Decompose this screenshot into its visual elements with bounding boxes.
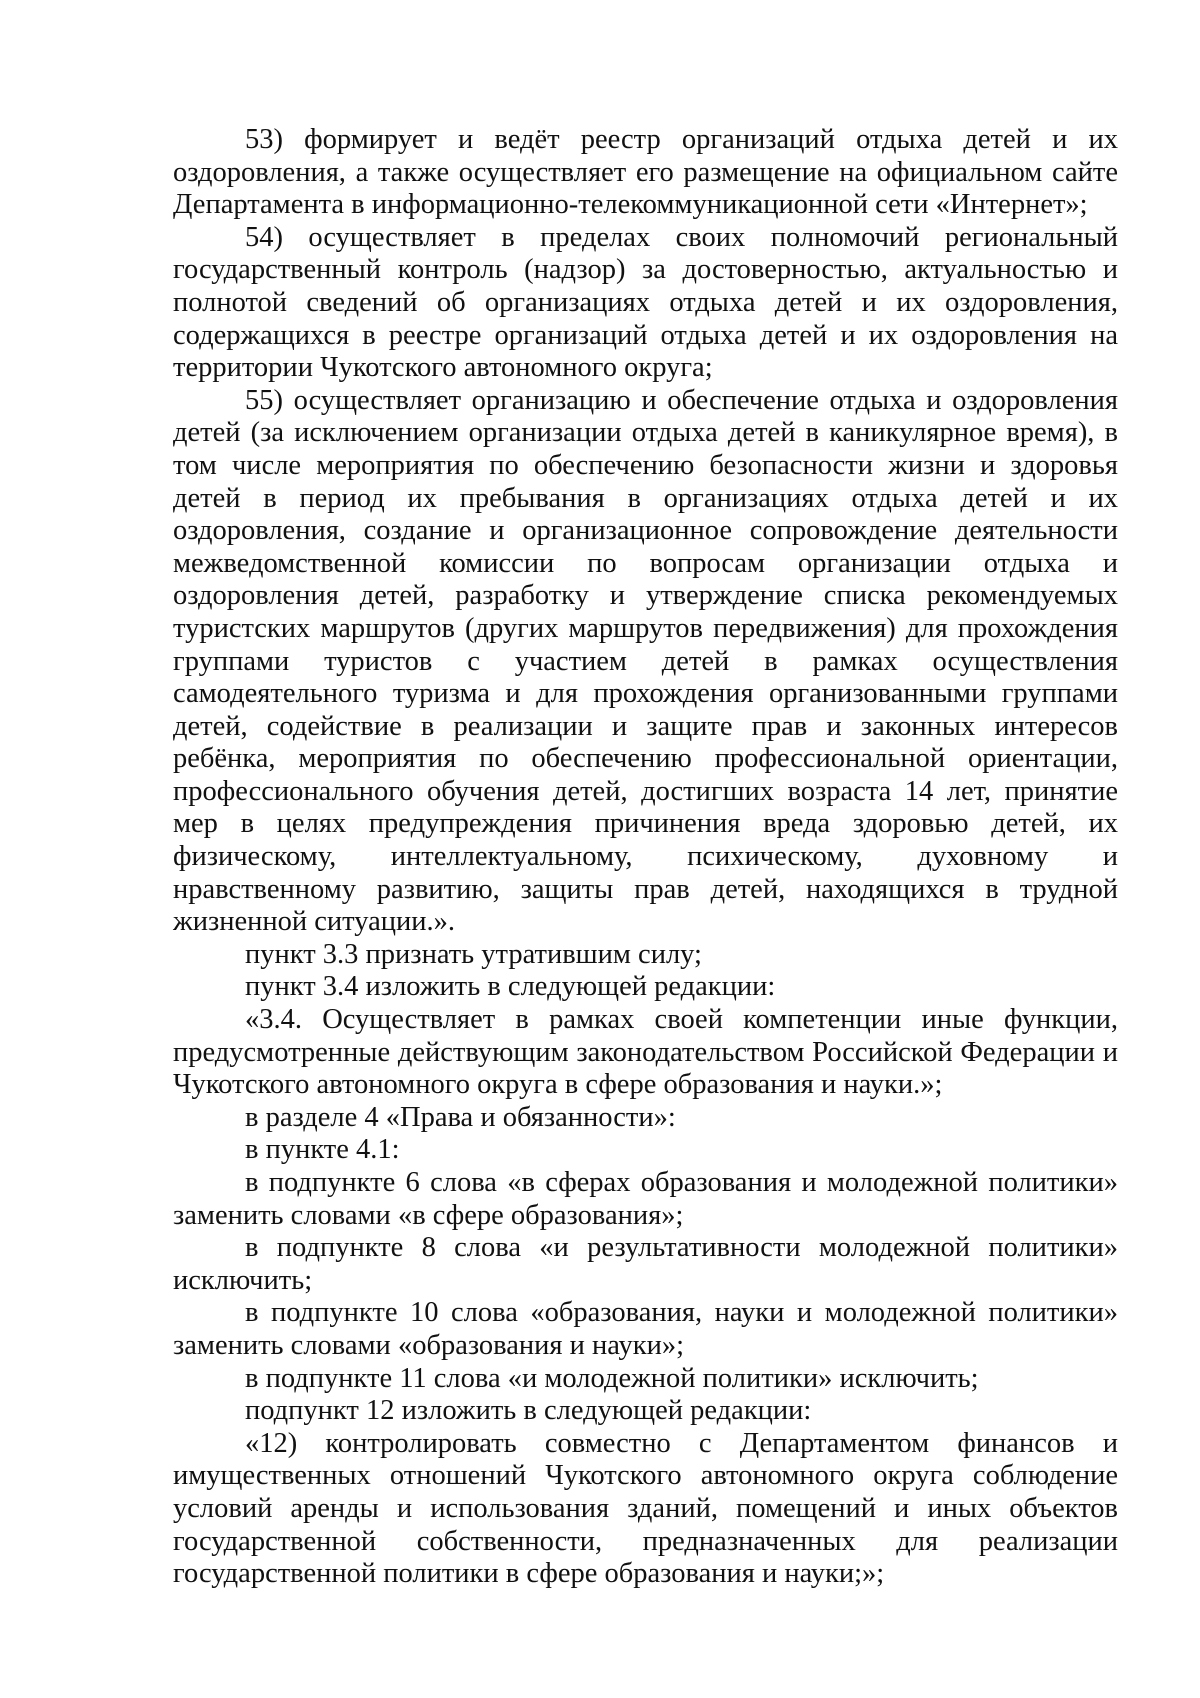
paragraph-subclause-6: в подпункте 6 слова «в сферах образования и молодежной политики» заменить словами «в сфере образования»; bbox=[173, 1167, 1118, 1231]
paragraph-item-53: 53) формирует и ведёт реестр организаций отдыха детей и их оздоровления, а также осуществляет его размещение на официальном сайте Департамента в информационно-телекоммуникационной сети «Интернет»; bbox=[173, 124, 1118, 221]
paragraph-clause-4-1: в пункте 4.1: bbox=[245, 1134, 400, 1166]
document-page bbox=[173, 124, 1118, 1591]
paragraph-subclause-12-intro: подпункт 12 изложить в следующей редакции: bbox=[245, 1395, 812, 1427]
paragraph-item-54: 54) осуществляет в пределах своих полномочий региональный государственный контроль (надзор) за достоверностью, актуальностью и полнотой сведений об организациях отдыха детей и их оздоровления, содержащихся в реестре организаций отдыха детей и их оздоровления на территории Чукотского автономного округа; bbox=[173, 221, 1118, 384]
paragraph-section-4: в разделе 4 «Права и обязанности»: bbox=[245, 1101, 676, 1133]
paragraph-clause-3-4-intro: пункт 3.4 изложить в следующей редакции: bbox=[245, 971, 776, 1003]
paragraph-item-55: 55) осуществляет организацию и обеспечение отдыха и оздоровления детей (за исключением организации отдыха детей в каникулярное время), в том числе мероприятия по обеспечению безопасности жизни и здоровья детей в период их пребывания в организациях отдыха детей и их оздоровления, создание и организационное сопровождение деятельности межведомственной комиссии по вопросам организации отдыха и оздоровления детей, разработку и утверждение списка рекомендуемых туристских маршрутов (других маршрутов передвижения) для прохождения группами туристов с участием детей в рамках осуществления самодеятельного туризма и для прохождения организованными группами детей, содействие в реализации и защите прав и законных интересов ребёнка, мероприятия по обеспечению профессиональной ориентации, профессионального обучения детей, достигших возраста 14 лет, принятие мер в целях предупреждения причинения вреда здоровью детей, их физическому, интеллектуальному, психическому, духовному и нравственному развитию, защиты прав детей, находящихся в трудной жизненной ситуации.». bbox=[173, 384, 1118, 938]
paragraph-clause-3-3: пункт 3.3 признать утратившим силу; bbox=[245, 938, 702, 970]
paragraph-subclause-8: в подпункте 8 слова «и результативности молодежной политики» исключить; bbox=[173, 1232, 1118, 1296]
paragraph-subclause-10: в подпункте 10 слова «образования, науки и молодежной политики» заменить словами «образования и науки»; bbox=[173, 1297, 1118, 1361]
paragraph-subclause-11: в подпункте 11 слова «и молодежной политики» исключить; bbox=[245, 1362, 979, 1394]
paragraph-subclause-12-text: «12) контролировать совместно с Департаментом финансов и имущественных отношений Чукотского автономного округа соблюдение условий аренды и использования зданий, помещений и иных объектов государственной собственности, предназначенных для реализации государственной политики в сфере образования и науки;»; bbox=[173, 1427, 1118, 1590]
paragraph-clause-3-4-text: «3.4. Осуществляет в рамках своей компетенции иные функции, предусмотренные действующим законодательством Российской Федерации и Чукотского автономного округа в сфере образования и науки.»; bbox=[173, 1004, 1118, 1101]
